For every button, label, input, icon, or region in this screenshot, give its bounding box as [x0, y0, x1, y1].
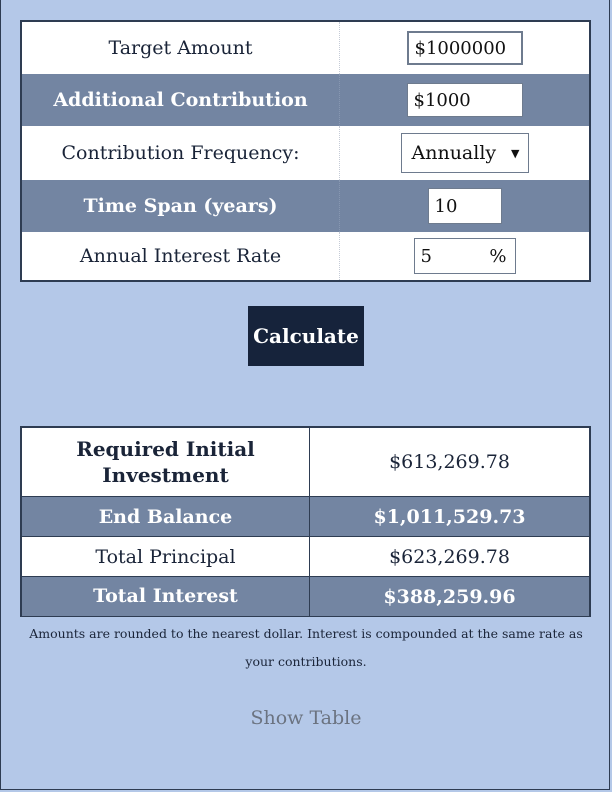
rounding-note: Amounts are rounded to the nearest dollar. Interest is compounded at the same rate as your contributions.: [29, 626, 583, 669]
required-initial-row: [22, 428, 589, 496]
results-table: [20, 426, 591, 617]
interest-rate-input[interactable]: [414, 238, 516, 274]
total-principal-value: $623,269.78: [389, 546, 510, 568]
input-table: [20, 20, 591, 282]
contribution-frequency-label: Contribution Frequency:: [22, 126, 340, 180]
time-span-row: [22, 180, 589, 232]
time-span-input[interactable]: 10: [428, 188, 502, 224]
contribution-frequency-row: [22, 126, 589, 180]
interest-rate-value: 5: [420, 245, 432, 267]
calculate-button[interactable]: Calculate: [248, 306, 364, 366]
total-principal-label: Total Principal: [22, 537, 310, 577]
target-amount-row: [22, 22, 589, 74]
total-interest-row: [22, 576, 589, 616]
total-interest-value: $388,259.96: [383, 585, 516, 608]
time-span-label: Time Span (years): [22, 180, 340, 232]
show-table-link[interactable]: Show Table: [250, 707, 362, 729]
contribution-frequency-value: Annually: [411, 142, 497, 164]
additional-contribution-input[interactable]: $1000: [407, 83, 523, 117]
additional-contribution-label: Additional Contribution: [22, 74, 340, 126]
additional-contribution-row: [22, 74, 589, 126]
required-initial-label: Required Initial Investment: [22, 428, 310, 496]
end-balance-value: $1,011,529.73: [373, 506, 526, 528]
end-balance-row: [22, 496, 589, 537]
interest-rate-label: Annual Interest Rate: [22, 232, 340, 280]
target-amount-input[interactable]: $1000000: [407, 31, 523, 65]
interest-rate-row: [22, 232, 589, 280]
percent-unit: %: [489, 245, 507, 267]
end-balance-label: End Balance: [22, 497, 310, 537]
contribution-frequency-select[interactable]: [401, 133, 529, 173]
total-principal-row: [22, 536, 589, 577]
required-initial-value: $613,269.78: [389, 451, 510, 473]
total-interest-label: Total Interest: [22, 577, 310, 616]
dropdown-caret-icon: ▼: [511, 146, 520, 160]
target-amount-label: Target Amount: [22, 22, 340, 74]
